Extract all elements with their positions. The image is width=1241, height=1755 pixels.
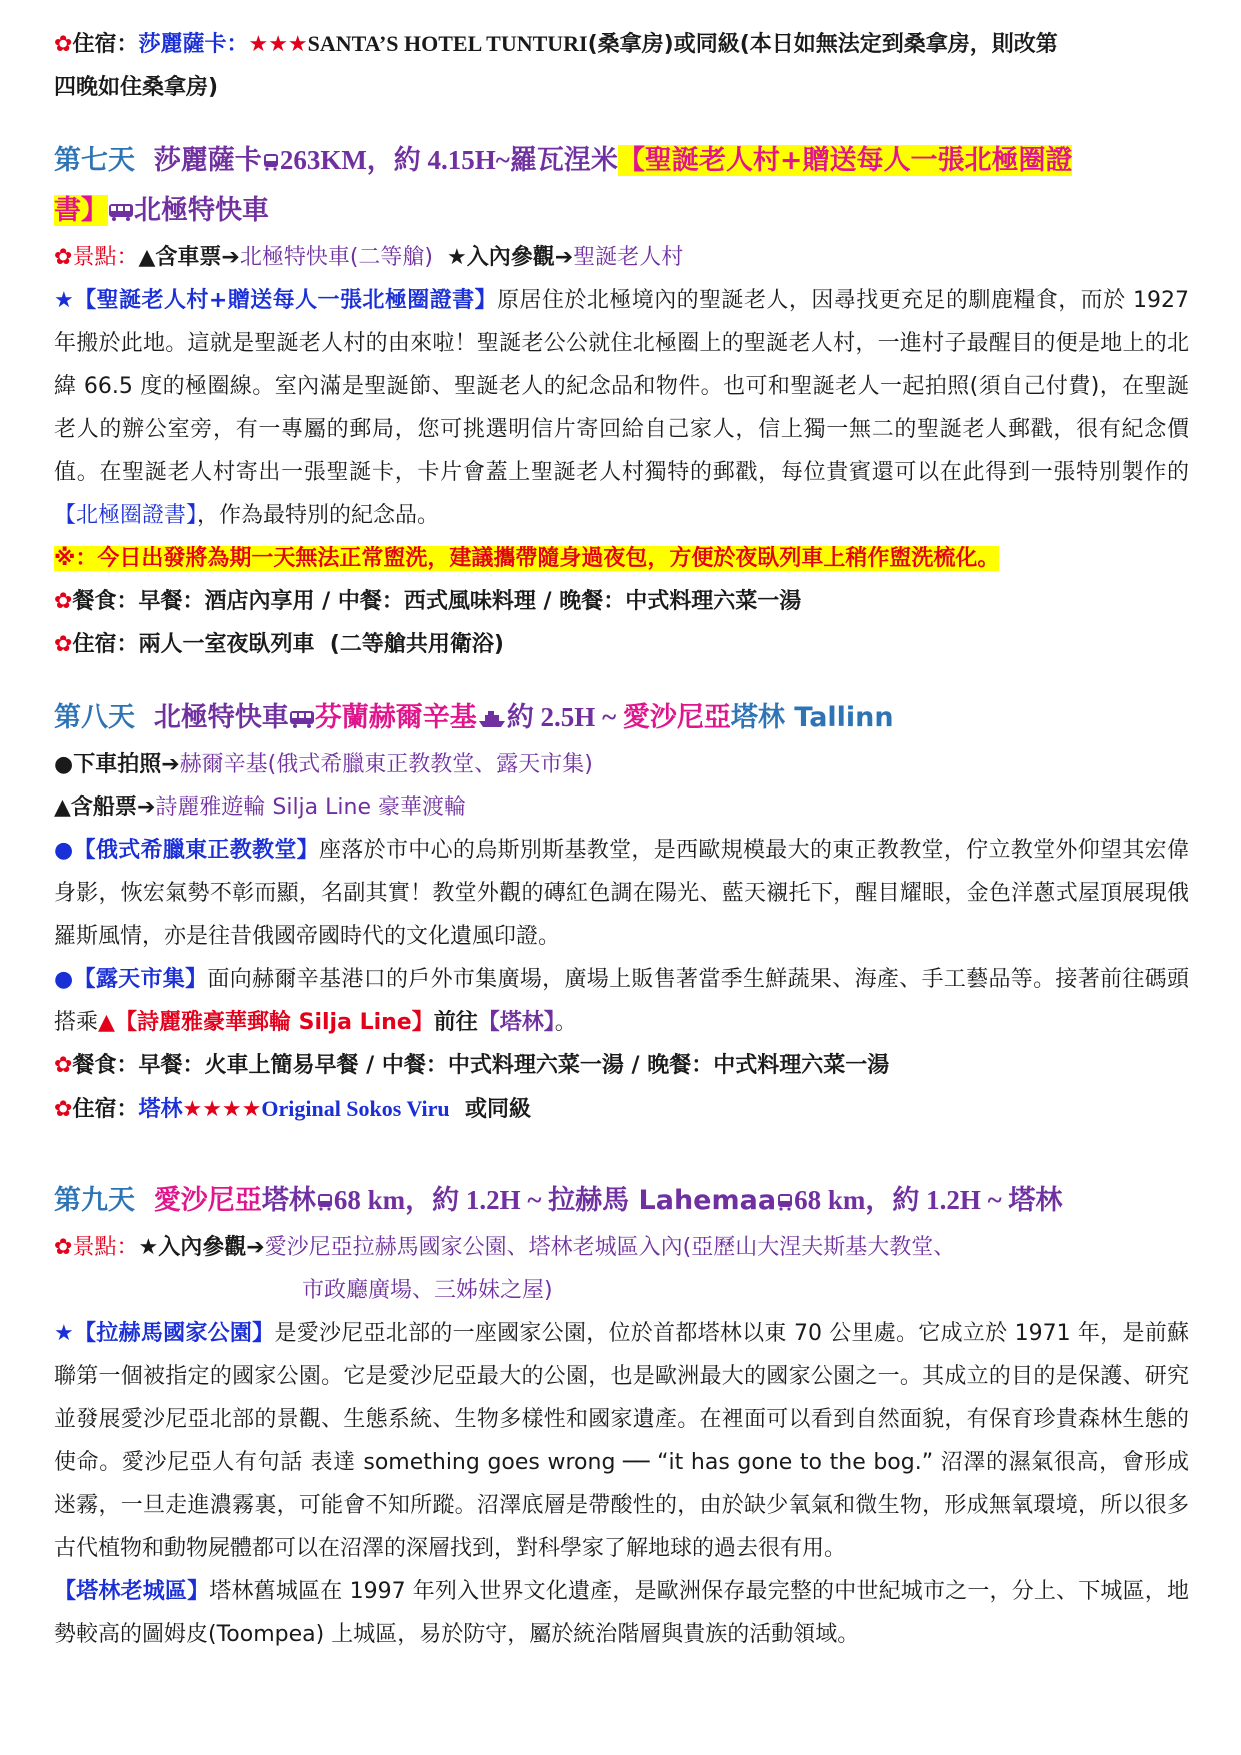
flower-icon: ✿ <box>54 589 73 614</box>
itinerary-page <box>54 22 1189 1656</box>
bus-icon <box>776 1193 794 1211</box>
day7-sights: ✿景點：▲含車票➔北極特快車(二等艙) ★入內參觀➔聖誕老人村 <box>54 245 684 270</box>
flower-icon: ✿ <box>54 1053 73 1078</box>
day9-heading: 第九天 愛沙尼亞塔林 68 km，約 1.2H ~ 拉赫馬 Lahemaa 68 km，約 1.2H ~ 塔林 <box>54 1185 1063 1216</box>
section-title: 【拉赫馬國家公園】 <box>74 1321 275 1346</box>
day8-photo-stop: ●下車拍照➔赫爾辛基(俄式希臘東正教教堂、露天市集) <box>54 752 593 777</box>
section-title: 【俄式希臘東正教教堂】 <box>73 838 319 863</box>
flower-icon: ✿ <box>54 632 73 657</box>
day9-oldtown: 【塔林老城區】塔林舊城區在 1997 年列入世界文化遺產，是歐洲保存最完整的中世紀城市之一，分上、下城區，地勢較高的圖姆皮(Toompea) 上城區，易於防守，屬於統治階層與貴族的活動領域。 <box>54 1579 1189 1647</box>
hotel-name: Original Sokos Viru <box>261 1096 450 1121</box>
flower-icon: ✿ <box>54 32 73 57</box>
bus-icon <box>316 1193 334 1211</box>
star-icon: ★ <box>54 1321 74 1346</box>
flower-icon: ✿ <box>54 1097 73 1122</box>
stay-city: 莎麗薩卡： <box>138 32 249 57</box>
day7-notice: ※：今日出發將為期一天無法正常盥洗，建議攜帶隨身過夜包，方便於夜臥列車上稍作盥洗梳化。 <box>54 546 1000 571</box>
star-rating: ★★★ <box>248 32 308 57</box>
day7-stay: ✿住宿：兩人一室夜臥列車 (二等艙共用衛浴) <box>54 632 504 657</box>
day-label: 第九天 <box>54 1185 135 1216</box>
star-rating: ★★★★ <box>182 1097 262 1122</box>
star-icon: ★ <box>54 288 75 313</box>
train-icon <box>108 202 134 222</box>
day7-heading: 第七天 莎麗薩卡 263KM，約 4.15H~羅瓦涅米【聖誕老人村+贈送每人一張北極圈證 書】 北極特快車 <box>54 145 1073 226</box>
day8-meals: ✿餐食：早餐：火車上簡易早餐 / 中餐：中式料理六菜一湯 / 晚餐：中式料理六菜一湯 <box>54 1053 890 1078</box>
day-label: 第七天 <box>54 145 135 176</box>
day8-church: ●【俄式希臘東正教教堂】座落於市中心的烏斯別斯基教堂，是西歐規模最大的東正教教堂，佇立教堂外仰望其宏偉身影，恢宏氣勢不彰而顯，名副其實！教堂外觀的磚紅色調在陽光、藍天襯托下，醒目耀眼，金色洋蔥式屋頂展現俄羅斯風情，亦是往昔俄國帝國時代的文化遺風印證。 <box>54 838 1189 949</box>
day7-description: ★【聖誕老人村+贈送每人一張北極圈證書】原居住於北極境內的聖誕老人，因尋找更充足的馴鹿糧食，而於 1927 年搬於此地。這就是聖誕老人村的由來啦！聖誕老公公就住北極圈上的聖誕老人村，一進村子最醒目的便是地上的北緯 66.5 度的極圈線。室內滿是聖誕節、聖誕老人的紀念品和物件。也可和聖誕老人一起拍照(須自己付費)，在聖誕老人的辦公室旁，有一專屬的郵局，您可挑選明信片寄回給自己家人，信上獨一無二的聖誕老人郵戳，很有紀念價值。在聖誕老人村寄出一張聖誕卡，卡片會蓋上聖誕老人村獨特的郵戳，每位貴賓還可以在此得到一張特別製作的【北極圈證書】，作為最特別的紀念品。 <box>54 288 1189 528</box>
flower-icon: ✿ <box>54 1235 73 1260</box>
day8-heading: 第八天 北極特快車 芬蘭赫爾辛基 約 2.5H ~ 愛沙尼亞塔林 Tallinn <box>54 702 894 733</box>
day9-sights-cont: 市政廳廣場、三姊妹之屋) <box>302 1278 553 1303</box>
day7-meals: ✿餐食：早餐：酒店內享用 / 中餐：西式風味料理 / 晚餐：中式料理六菜一湯 <box>54 589 802 614</box>
day8-market: ●【露天市集】面向赫爾辛基港口的戶外市集廣場，廣場上販售著當季生鮮蔬果、海產、手工藝品等。接著前往碼頭搭乘▲【詩麗雅豪華郵輪 Silja Line】前往【塔林】。 <box>54 967 1189 1035</box>
train-icon <box>289 709 315 729</box>
dot-icon: ● <box>54 838 74 863</box>
train-label: 北極特快車 <box>134 195 269 226</box>
top-stay-line: ✿住宿：莎麗薩卡：★★★SANTA’S HOTEL TUNTURI(桑拿房)或同級(本日如無法定到桑拿房，則改第 四晚如住桑拿房) <box>54 31 1058 100</box>
cert-label: 【北極圈證書】 <box>54 503 198 528</box>
day9-park: ★【拉赫馬國家公園】是愛沙尼亞北部的一座國家公園，位於首都塔林以東 70 公里處。它成立於 1971 年，是前蘇聯第一個被指定的國家公園。它是愛沙尼亞最大的公園，也是歐洲最大的國家公園之一。其成立的目的是保護、研究並發展愛沙尼亞北部的景觀、生態系統、生物多樣性和國家遺產。在裡面可以看到自然面貌，有保育珍貴森林生態的使命。愛沙尼亞人有句話 表達 something goes wrong ── “it has gone to the bog.” 沼澤的濕氣很高，會形成迷霧，一旦走進濃霧裏，可能會不知所蹤。沼澤底層是帶酸性的，由於缺少氧氣和微生物，形成無氧環境，所以很多古代植物和動物屍體都可以在沼澤的深層找到，對科學家了解地球的過去很有用。 <box>54 1321 1189 1561</box>
day-label: 第八天 <box>54 702 135 733</box>
flower-icon: ✿ <box>54 245 73 270</box>
hotel-name: SANTA’S HOTEL TUNTURI <box>307 31 588 56</box>
section-title: 【聖誕老人村+贈送每人一張北極圈證書】 <box>74 288 498 313</box>
day8-ferry: ▲含船票➔詩麗雅遊輪 Silja Line 豪華渡輪 <box>54 795 466 820</box>
bus-icon <box>262 153 280 171</box>
section-title: 【露天市集】 <box>73 967 208 992</box>
dot-icon: ● <box>54 967 74 992</box>
ship-icon <box>477 709 507 729</box>
section-title: 【塔林老城區】 <box>54 1579 210 1604</box>
day8-stay: ✿住宿：塔林★★★★Original Sokos Viru 或同級 <box>54 1096 531 1122</box>
day9-sights: ✿景點：★入內參觀➔愛沙尼亞拉赫馬國家公園、塔林老城區入內(亞歷山大涅夫斯基大教堂、 <box>54 1235 956 1260</box>
highlight-title: 【聖誕老人村+贈送每人一張北極圈證 <box>617 145 1073 176</box>
